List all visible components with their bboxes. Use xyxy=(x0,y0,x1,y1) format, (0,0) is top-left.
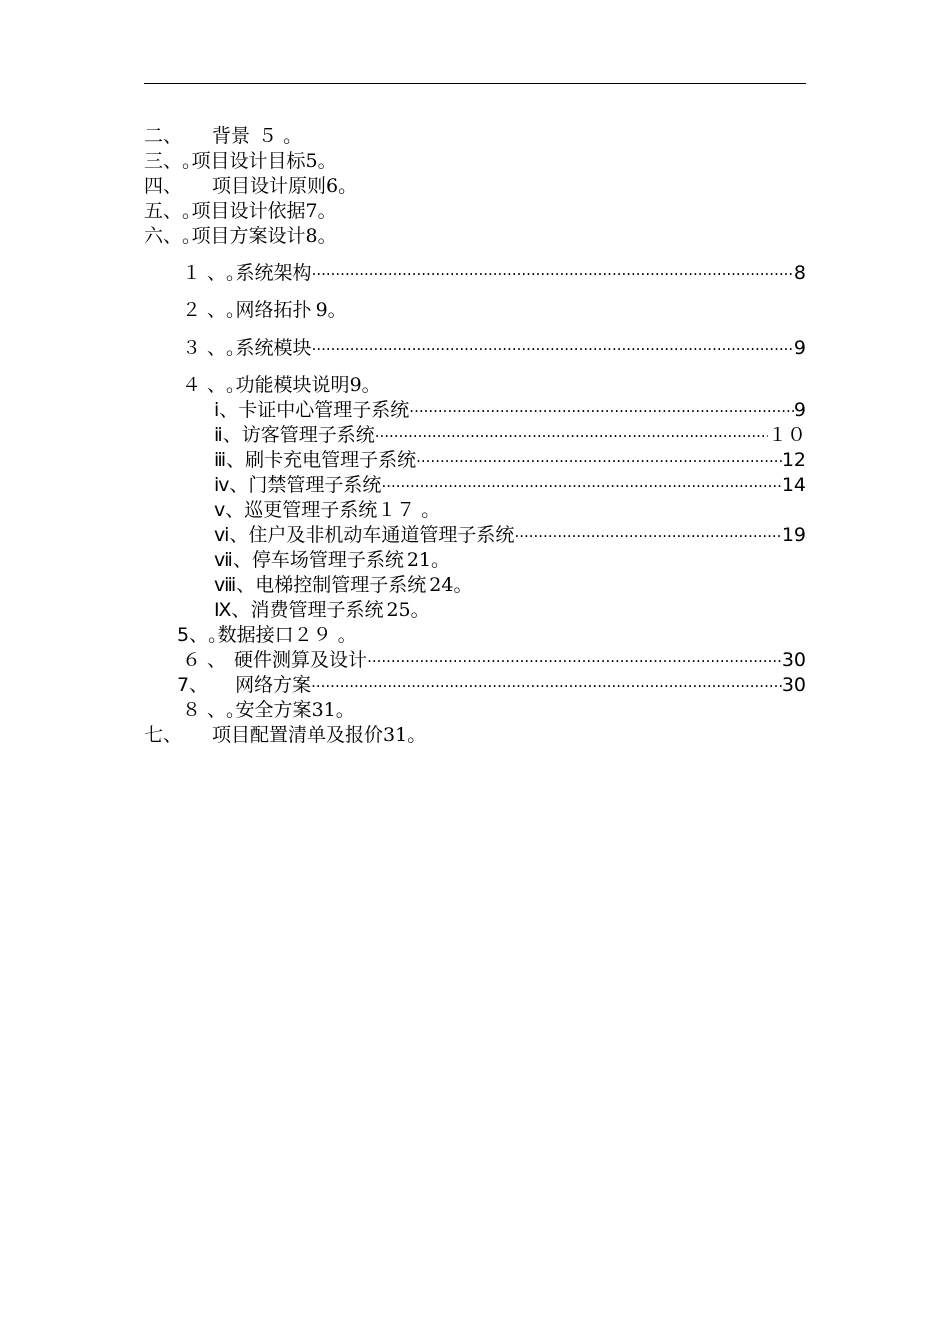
toc-page: １７ ｡ xyxy=(377,499,431,521)
toc-page: 9 xyxy=(793,337,806,359)
toc-title: ｡数据接口 xyxy=(208,624,294,646)
toc-title: 项目配置清单及报价 xyxy=(212,724,384,746)
toc-entry[interactable] xyxy=(182,698,345,722)
toc-number: ３ 、 xyxy=(182,337,227,359)
toc-number: ８ 、 xyxy=(182,699,227,721)
toc-leader xyxy=(514,519,781,544)
toc-title: ｡安全方案 xyxy=(226,699,312,721)
toc-number: ６ 、 xyxy=(182,649,227,671)
toc-entry[interactable] xyxy=(214,498,431,522)
toc-page: 14 xyxy=(781,474,806,496)
toc-entry[interactable] xyxy=(214,573,463,597)
toc-title: ｡项目设计依据 xyxy=(182,200,306,222)
toc-entry[interactable] xyxy=(144,224,327,248)
toc-title: 电梯控制管理子系统 xyxy=(255,574,427,596)
toc-entry[interactable] xyxy=(144,199,327,223)
toc-title: 访客管理子系统 xyxy=(241,424,375,446)
toc-page: 30 xyxy=(781,649,806,671)
toc-page: 9｡ xyxy=(315,299,338,321)
toc-leader xyxy=(312,332,794,357)
toc-entry[interactable] xyxy=(144,723,417,747)
toc-leader xyxy=(416,444,782,469)
toc-number: ⅱ、 xyxy=(214,424,242,446)
toc-entry[interactable] xyxy=(177,623,347,647)
toc-leader xyxy=(312,257,794,282)
toc-number: ⅲ、 xyxy=(214,449,246,471)
toc-page: 6｡ xyxy=(326,175,348,197)
toc-entry[interactable] xyxy=(214,598,420,622)
toc-entry[interactable] xyxy=(177,673,806,697)
toc-title: ｡系统模块 xyxy=(226,337,312,359)
toc-number: １ 、 xyxy=(182,262,227,284)
toc-leader xyxy=(311,669,782,694)
toc-title: 刷卡充电管理子系统 xyxy=(245,449,417,471)
toc-number: ⅵ、 xyxy=(214,524,249,546)
toc-entry[interactable] xyxy=(182,336,806,360)
toc-entry[interactable] xyxy=(214,473,806,497)
toc-title: ｡系统架构 xyxy=(226,262,312,284)
toc-title: 项目设计原则 xyxy=(212,175,327,197)
toc-page: 9｡ xyxy=(349,374,372,396)
toc-number: 七、 xyxy=(144,724,183,746)
toc-number: ４ 、 xyxy=(182,374,227,396)
toc-number: ⅴ、 xyxy=(214,499,245,521)
toc-page: 31｡ xyxy=(311,699,346,721)
toc-number: 7、 xyxy=(177,674,209,696)
toc-leader xyxy=(409,394,794,419)
toc-title: 门禁管理子系统 xyxy=(248,474,382,496)
toc-page: 12 xyxy=(781,449,806,471)
toc-number: 五、 xyxy=(144,200,183,222)
toc-title: 背景 xyxy=(212,125,251,147)
toc-number: 六、 xyxy=(144,225,183,247)
toc-page: ５ ｡ xyxy=(258,125,293,147)
toc-page: 5｡ xyxy=(305,150,328,172)
toc-leader xyxy=(375,419,768,444)
toc-number: ⅷ、 xyxy=(214,574,256,596)
toc-number: 三、 xyxy=(144,150,183,172)
toc-title: ｡网络拓扑 xyxy=(226,299,312,321)
toc-page: ２９ ｡ xyxy=(293,624,348,646)
toc-page: 19 xyxy=(781,524,806,546)
toc-title: 硬件测算及设计 xyxy=(234,649,368,671)
header-rule xyxy=(144,83,806,84)
toc-title: ｡项目设计目标 xyxy=(182,150,306,172)
toc-title: ｡功能模块说明 xyxy=(226,374,350,396)
toc-page: 31｡ xyxy=(383,724,417,746)
toc-page: 8 xyxy=(793,262,806,284)
toc-entry[interactable] xyxy=(214,548,441,572)
toc-entry[interactable] xyxy=(144,149,327,173)
toc-number: 四、 xyxy=(144,175,183,197)
toc-leader xyxy=(367,644,782,669)
toc-number: ２ 、 xyxy=(182,299,227,321)
toc-page: 7｡ xyxy=(305,200,328,222)
toc-entry[interactable] xyxy=(182,373,371,397)
toc-title: 住户及非机动车通道管理子系统 xyxy=(248,524,515,546)
toc-page: 8｡ xyxy=(305,225,328,247)
toc-number: ⅶ、 xyxy=(214,549,252,571)
toc-entry[interactable] xyxy=(144,124,293,148)
toc-title: 停车场管理子系统 xyxy=(251,549,404,571)
toc-page: １０ xyxy=(767,424,806,446)
toc-page: 25｡ xyxy=(386,599,421,621)
toc-title: 卡证中心管理子系统 xyxy=(238,399,410,421)
toc-leader xyxy=(381,469,781,494)
toc-title: 网络方案 xyxy=(235,674,312,696)
toc-page: 30 xyxy=(781,674,806,696)
toc-number: 二、 xyxy=(144,125,183,147)
toc-number: ⅰ、 xyxy=(214,399,239,421)
toc-page: 9 xyxy=(793,399,806,421)
toc-number: 5、 xyxy=(177,624,209,646)
toc-title: 巡更管理子系统 xyxy=(244,499,378,521)
toc-entry[interactable] xyxy=(182,298,337,322)
toc-entry[interactable] xyxy=(182,261,806,285)
toc-page: 24｡ xyxy=(429,574,463,596)
toc-entry[interactable] xyxy=(214,523,806,547)
toc-title: 消费管理子系统 xyxy=(250,599,384,621)
toc-number: ⅳ、 xyxy=(214,474,249,496)
toc-number: Ⅸ、 xyxy=(214,599,251,621)
toc-entry[interactable] xyxy=(144,174,348,198)
toc-page: 21｡ xyxy=(406,549,441,571)
toc-title: ｡项目方案设计 xyxy=(182,225,306,247)
